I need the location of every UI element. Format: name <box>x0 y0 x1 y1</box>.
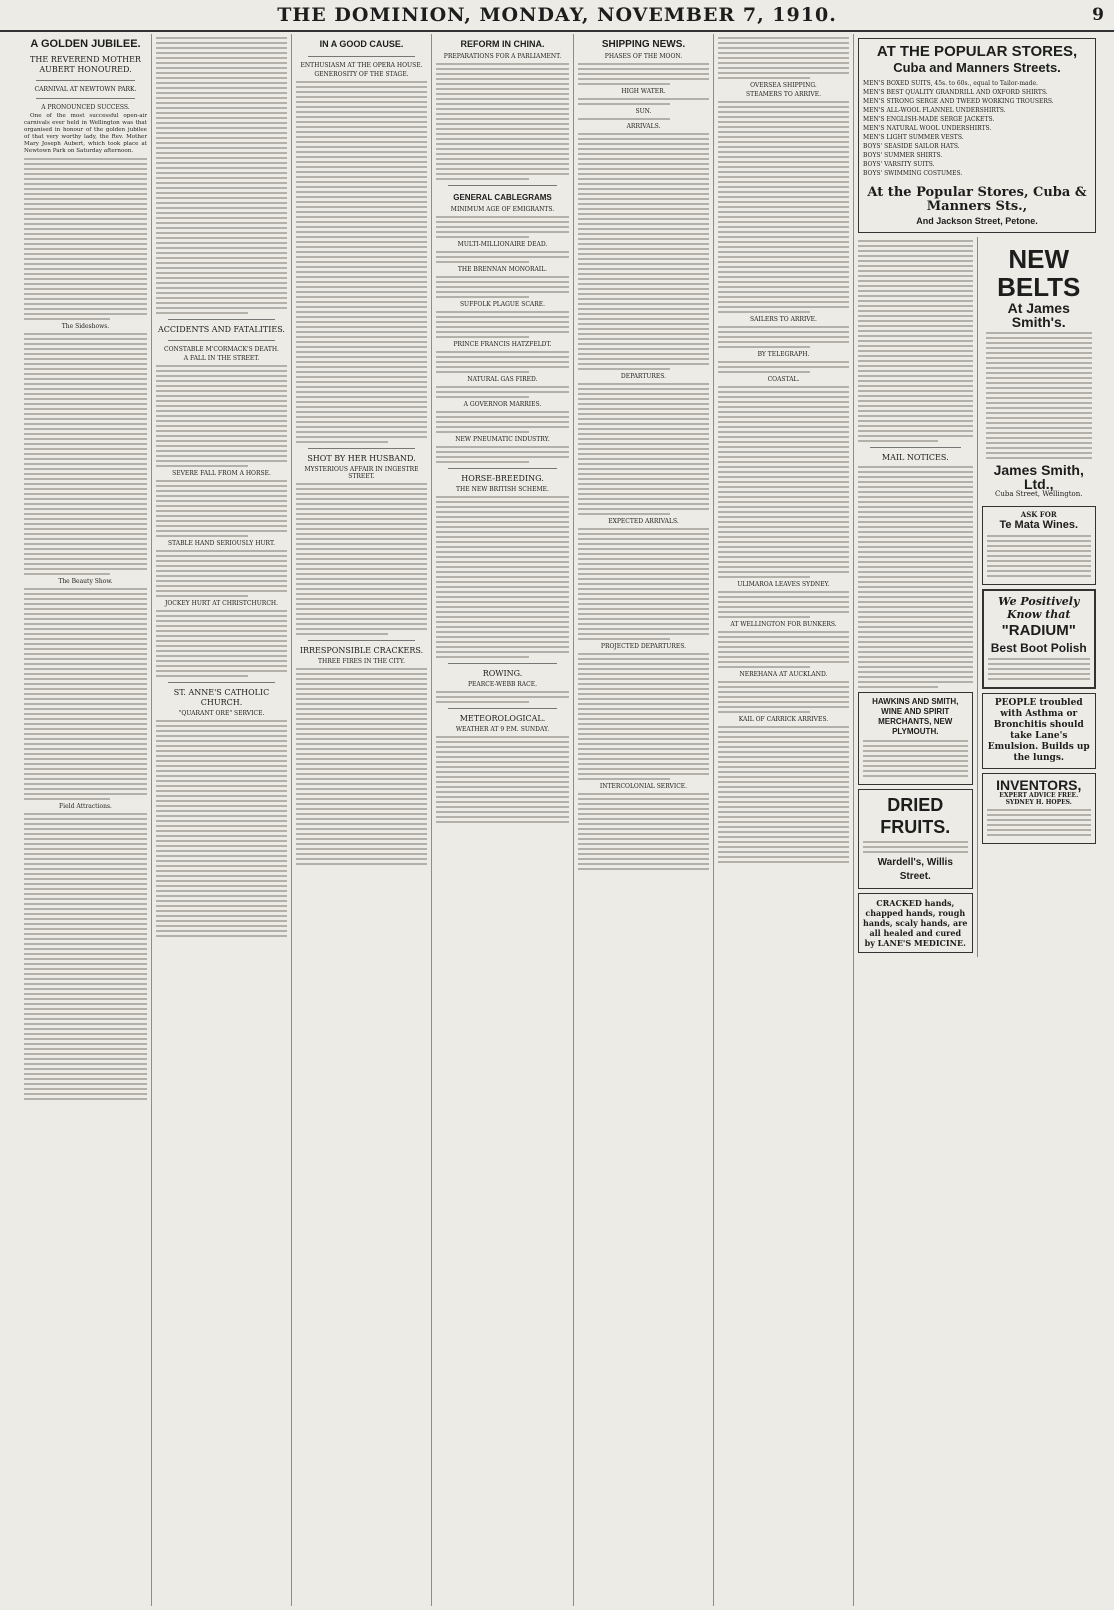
headline-st-annes: ST. ANNE'S CATHOLIC CHURCH. <box>173 688 270 707</box>
col7-right <box>982 237 1097 957</box>
headline-meteorological: METEOROLOGICAL. <box>459 714 546 723</box>
ad-stores-petone: And Jackson Street, Petone. <box>916 216 1038 226</box>
ad-belts-sub: At James Smith's. <box>1007 300 1070 330</box>
headline-accidents: ACCIDENTS AND FATALITIES. <box>158 325 285 334</box>
subhead-millionaire: MULTI-MILLIONAIRE DEAD. <box>457 241 548 248</box>
ad-dried-fruits <box>858 789 973 889</box>
subhead-governor: A GOVERNOR MARRIES. <box>463 401 542 408</box>
subhead-british-scheme: THE NEW BRITISH SCHEME. <box>456 486 549 493</box>
ad-lanes-emulsion <box>982 693 1097 769</box>
ad-lane-text: PEOPLE troubled with Asthma or Bronchitis should take Lane's Emulsion. Builds up the lungs. <box>987 698 1090 763</box>
ad-hawkins-text: HAWKINS AND SMITH, WINE AND SPIRIT MERCHANTS, NEW PLYMOUTH. <box>872 697 959 736</box>
subhead-arrivals: ARRIVALS. <box>626 123 661 130</box>
ad-js-address: Cuba Street, Wellington. <box>995 490 1083 498</box>
subhead-pearce-webb: PEARCE-WEBB RACE. <box>467 681 538 688</box>
ad-radium-intro: We Positively Know that <box>998 595 1080 621</box>
column-7-ads <box>854 34 1100 1606</box>
column-1 <box>20 34 152 1606</box>
subhead-field-attractions: Field Attractions. <box>59 803 112 810</box>
ad-cracked-hands <box>858 893 973 953</box>
ad-inventors-sub: EXPERT ADVICE FREE. SYDNEY H. HOPES. <box>999 792 1079 806</box>
subhead-ingestre: MYSTERIOUS AFFAIR IN INGESTRE STREET. <box>304 466 419 480</box>
ad-radium <box>982 589 1097 689</box>
subhead-stable-hand: STABLE HAND SERIOUSLY HURT. <box>168 540 275 547</box>
ad-item: BOYS' SEASIDE SAILOR HATS. <box>863 143 960 150</box>
ad-new-belts <box>982 241 1097 502</box>
ad-item: MEN'S BEST QUALITY GRANDRILL AND OXFORD SHIRTS. <box>863 89 1048 96</box>
subhead-jockey: JOCKEY HURT AT CHRISTCHURCH. <box>164 600 279 607</box>
subhead-steamers-arrive: STEAMERS TO ARRIVE. <box>745 91 822 98</box>
subhead-pneumatic: NEW PNEUMATIC INDUSTRY. <box>455 436 550 443</box>
ad-js-name: James Smith, Ltd., <box>993 462 1084 492</box>
column-6 <box>714 34 854 1606</box>
ad-te-mata <box>982 506 1097 585</box>
subhead-min-age: MINIMUM AGE OF EMIGRANTS. <box>450 206 555 213</box>
headline-shipping-news: SHIPPING NEWS. <box>601 39 686 50</box>
ad-item: MEN'S ALL-WOOL FLANNEL UNDERSHIRTS. <box>863 107 1006 114</box>
subhead-projected-departures: PROJECTED DEPARTURES. <box>600 643 687 650</box>
subhead-fall-street: A FALL IN THE STREET. <box>183 355 260 362</box>
ad-inventors-title: INVENTORS, <box>996 777 1082 793</box>
subhead-oversea: OVERSEA SHIPPING. <box>750 82 817 89</box>
ad-wines-title: Te Mata Wines. <box>999 519 1079 531</box>
subhead-carnival: CARNIVAL AT NEWTOWN PARK. <box>34 86 137 93</box>
headline-horse-breeding: HORSE-BREEDING. <box>461 474 544 483</box>
headline-shot-husband: SHOT BY HER HUSBAND. <box>307 454 416 463</box>
column-5 <box>574 34 714 1606</box>
ad-item: MEN'S STRONG SERGE AND TWEED WORKING TROUSERS. <box>863 98 1054 105</box>
subhead-fall-horse: SEVERE FALL FROM A HORSE. <box>172 470 271 477</box>
ad-radium-brand: "RADIUM" <box>1001 622 1076 639</box>
ad-item: BOYS' VARSITY SUITS. <box>863 161 935 168</box>
ad-stores-address: Cuba and Manners Streets. <box>893 60 1061 75</box>
ad-popular-stores <box>858 38 1096 233</box>
subhead-mother-aubert: THE REVEREND MOTHER AUBERT HONOURED. <box>30 55 141 74</box>
headline-golden-jubilee: A GOLDEN JUBILEE. <box>30 38 141 50</box>
col7-left <box>858 237 978 957</box>
subhead-parliament: PREPARATIONS FOR A PARLIAMENT. <box>443 53 562 60</box>
subhead-high-water: HIGH WATER. <box>621 88 666 95</box>
ad-stores-footer: At the Popular Stores, Cuba & Manners Sts., <box>867 185 1087 214</box>
ad-item: MEN'S LIGHT SUMMER VESTS. <box>863 134 964 141</box>
ad-belts-title: NEW BELTS <box>997 244 1081 302</box>
subhead-sailers-arrive: SAILERS TO ARRIVE. <box>750 316 817 323</box>
subhead-weather: WEATHER AT 9 P.M. SUNDAY. <box>455 726 550 733</box>
page-number: 9 <box>1092 5 1104 25</box>
headline-crackers: IRRESPONSIBLE CRACKERS. <box>299 646 424 655</box>
subhead-expected-arrivals: EXPECTED ARRIVALS. <box>608 518 679 525</box>
subhead-natural-gas: NATURAL GAS FIRED. <box>467 376 538 383</box>
subhead-moon: PHASES OF THE MOON. <box>604 53 683 60</box>
headline-cablegrams: GENERAL CABLEGRAMS <box>453 193 552 202</box>
subhead-by-telegraph: BY TELEGRAPH. <box>757 351 810 358</box>
headline-good-cause: IN A GOOD CAUSE. <box>319 39 404 49</box>
ad-item: MEN'S ENGLISH-MADE SERGE JACKETS. <box>863 116 995 123</box>
masthead <box>0 0 1114 32</box>
ad-hawkins <box>858 692 973 785</box>
column-2 <box>152 34 292 1606</box>
subhead-beauty-show: The Beauty Show. <box>58 578 113 585</box>
subhead-three-fires: THREE FIRES IN THE CITY. <box>318 658 405 665</box>
subhead-kail-carrick: KAIL OF CARRICK ARRIVES. <box>738 716 829 723</box>
ad-radium-polish: Best Boot Polish <box>990 641 1087 655</box>
ad-stores-title: AT THE POPULAR STORES, <box>876 43 1078 60</box>
subhead-bunkers: AT WELLINGTON FOR BUNKERS. <box>730 621 837 628</box>
ad-item: MEN'S BOXED SUITS, 45s. to 60s., equal to Tailor-made. <box>863 80 1038 87</box>
subhead-quarant-ore: "QUARANT ORE" SERVICE. <box>178 710 265 717</box>
column-3 <box>292 34 432 1606</box>
subhead-hatzfeldt: PRINCE FRANCIS HATZFELDT. <box>453 341 552 348</box>
ad-dried-title: DRIED FRUITS. <box>880 795 951 837</box>
subhead-nerehana: NEREHANA AT AUCKLAND. <box>739 671 828 678</box>
subhead-sun: SUN. <box>635 108 652 115</box>
ad-row <box>858 237 1096 957</box>
subhead-mccormack: CONSTABLE M'CORMACK'S DEATH. <box>164 346 279 353</box>
headline-rowing: ROWING. <box>482 669 523 678</box>
headline-mail-notices: MAIL NOTICES. <box>881 453 949 462</box>
subhead-opera-house: ENTHUSIASM AT THE OPERA HOUSE. <box>300 62 423 69</box>
ad-item: MEN'S NATURAL WOOL UNDERSHIRTS. <box>863 125 992 132</box>
article-paragraph: One of the most successful open-air carnivals ever held in Wellington was that organised in honour of the golden jubilee of that very worthy lady, the Rev. Mother Mary Joseph Aubert, which took place at Newtown Park on Saturday afternoon. <box>24 113 147 154</box>
ad-cracked-text: CRACKED hands, chapped hands, rough hands, scaly hands, are all healed and cured by LANE'S MEDICINE. <box>863 898 968 948</box>
ad-inventors <box>982 773 1097 844</box>
ad-wines-ask: ASK FOR <box>1020 510 1057 519</box>
subhead-intercolonial: INTERCOLONIAL SERVICE. <box>599 783 688 790</box>
ad-item: BOYS' SWIMMING COSTUMES. <box>863 170 963 177</box>
subhead-sideshows: The Sideshows. <box>61 323 110 330</box>
subhead-coastal: COASTAL. <box>767 376 800 383</box>
ad-wardell: Wardell's, Willis Street. <box>877 857 953 882</box>
subhead-plague: SUFFOLK PLAGUE SCARE. <box>459 301 546 308</box>
column-4 <box>432 34 574 1606</box>
ad-stores-items <box>863 79 1091 178</box>
masthead-title: THE DOMINION, MONDAY, NOVEMBER 7, 1910. <box>277 4 837 26</box>
subhead-ulimaroa: ULIMAROA LEAVES SYDNEY. <box>737 581 830 588</box>
subhead-generosity: GENEROSITY OF THE STAGE. <box>314 71 409 78</box>
subhead-monorail: THE BRENNAN MONORAIL. <box>457 266 548 273</box>
headline-reform-china: REFORM IN CHINA. <box>460 39 545 49</box>
ad-item: BOYS' SUMMER SHIRTS. <box>863 152 943 159</box>
subhead-departures: DEPARTURES. <box>620 373 667 380</box>
subhead-success: A PRONOUNCED SUCCESS. <box>41 104 130 111</box>
